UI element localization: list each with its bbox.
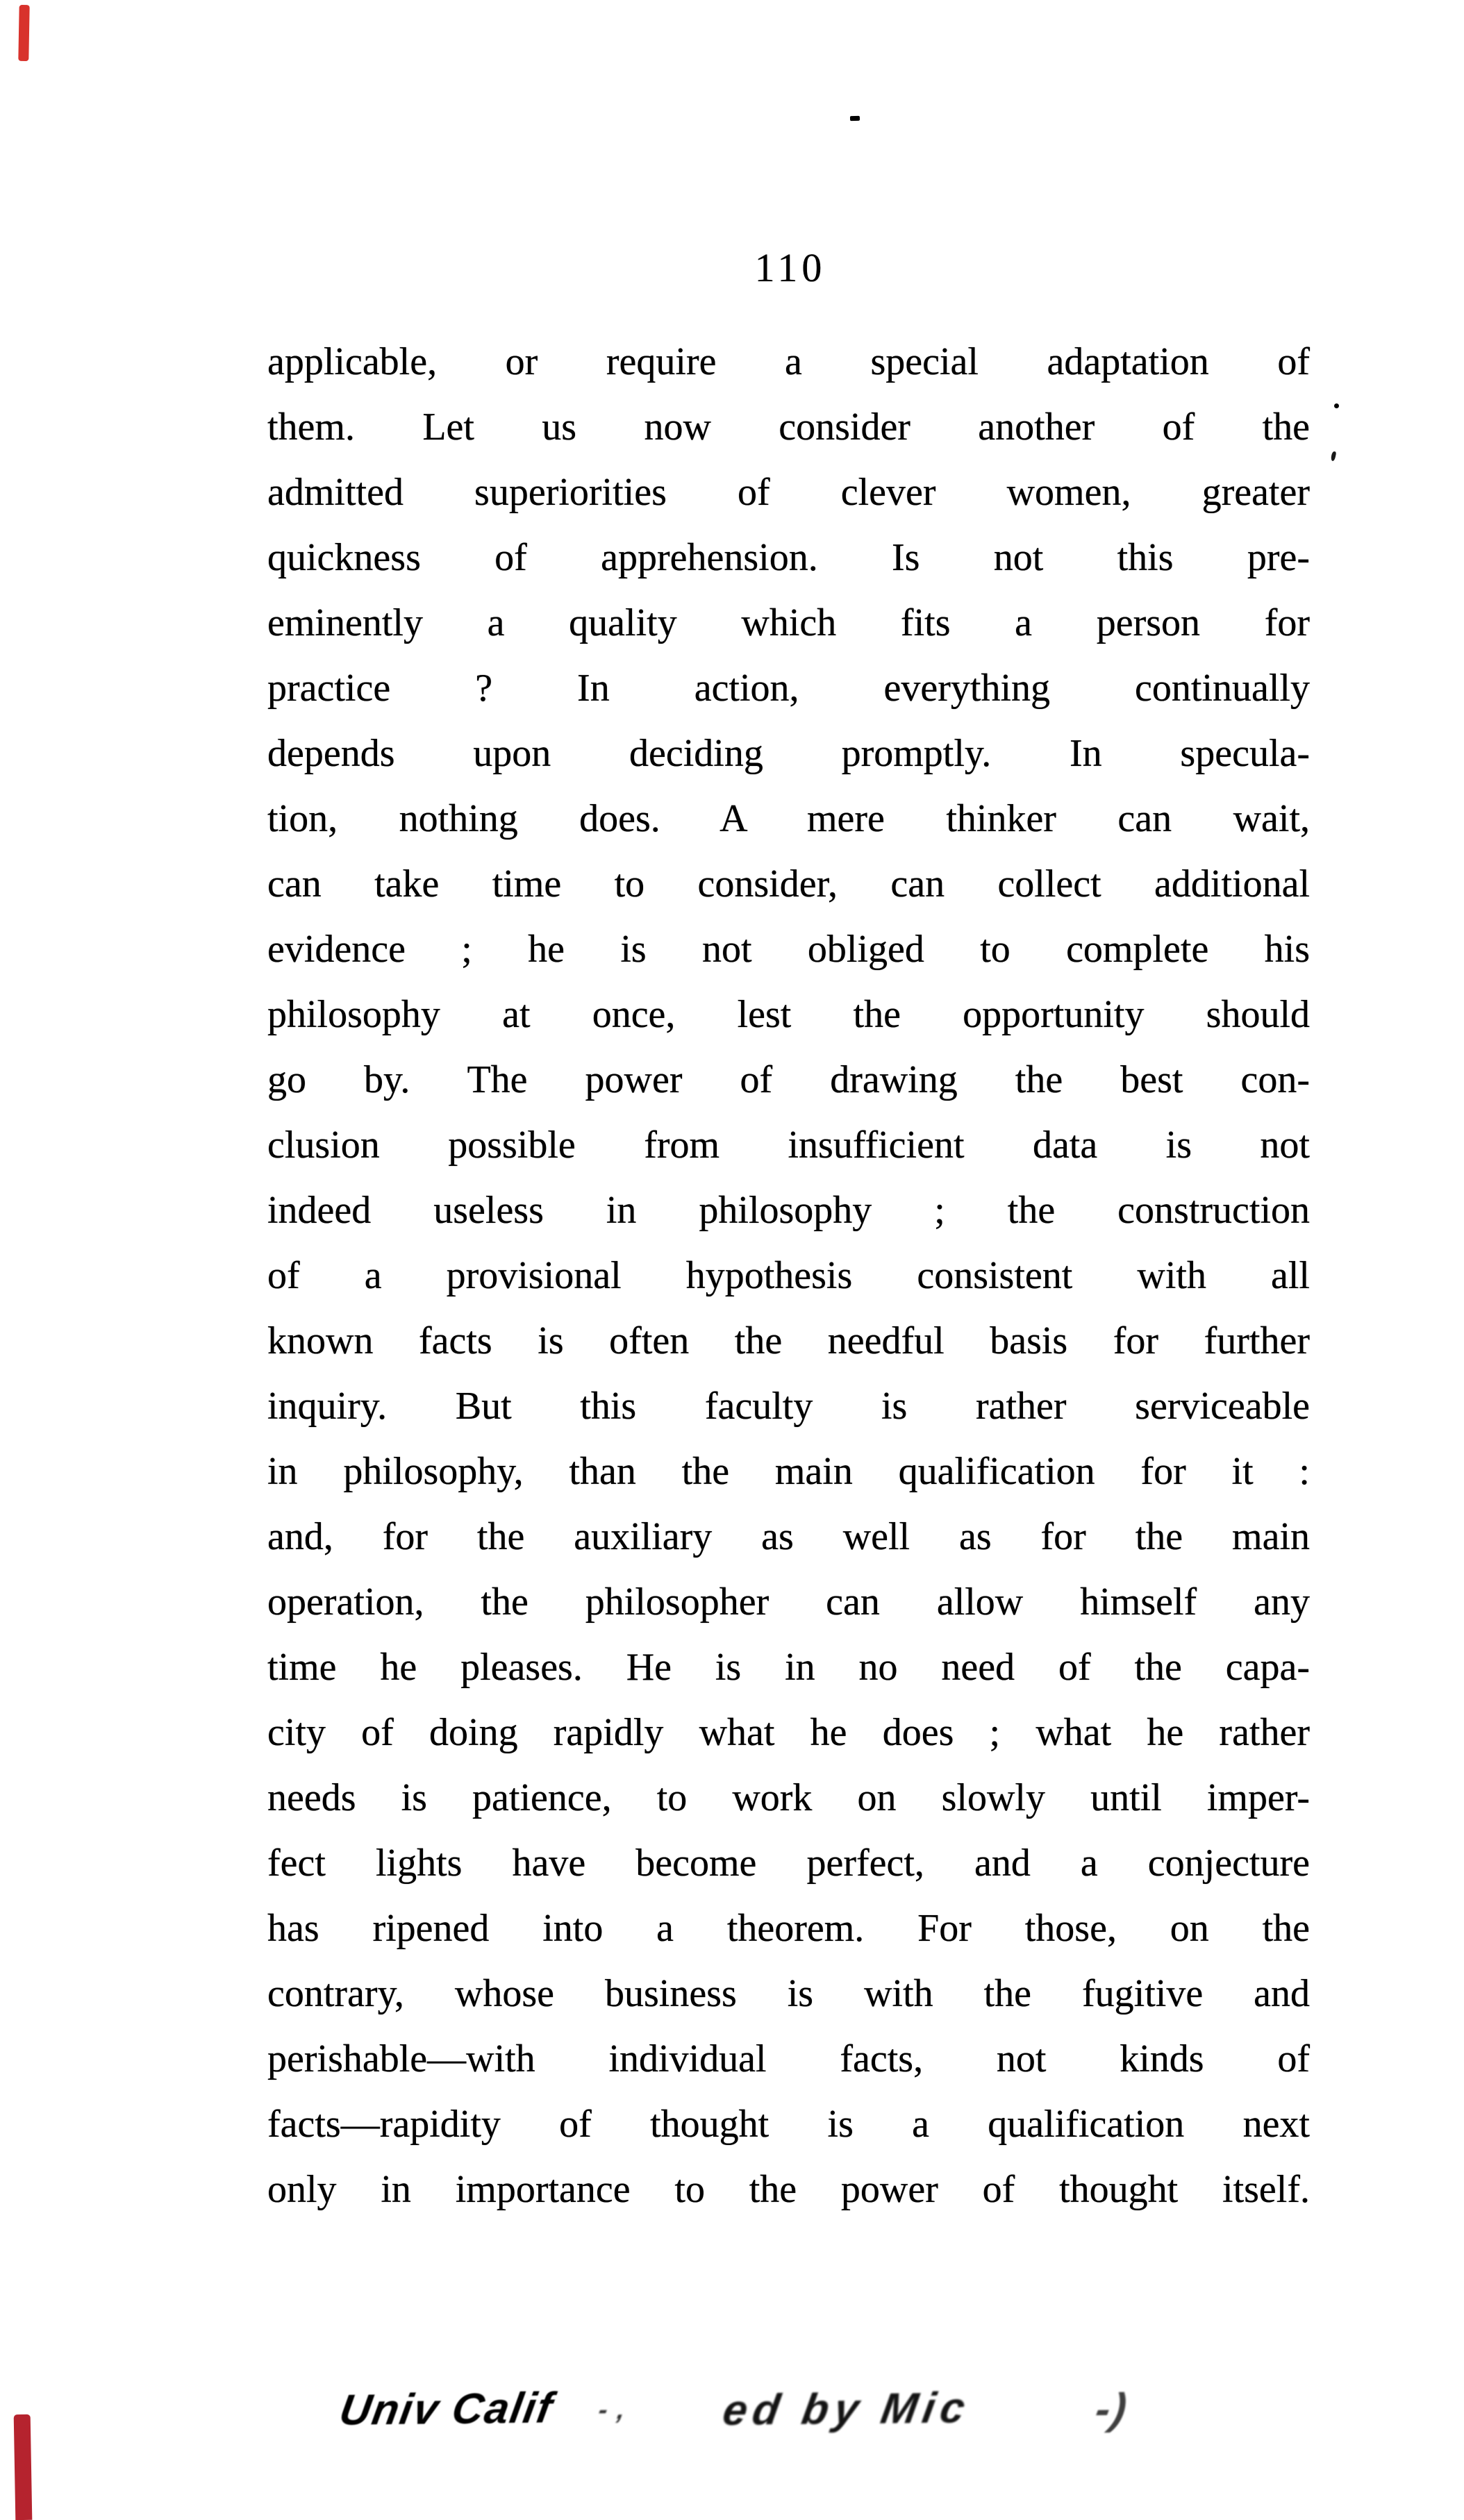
stamp-fragment-ed-by-mic: ed by Mic: [719, 2384, 974, 2435]
text-line: and, for the auxiliary as well as for the main: [267, 1515, 1310, 1558]
text-line: of a provisional hypothesis consistent with all: [267, 1254, 1310, 1297]
ink-speck-dash: [850, 116, 860, 121]
red-edge-mark-bottom: [14, 2414, 33, 2520]
text-line: can take time to consider, can collect additional: [267, 862, 1310, 906]
text-line: tion, nothing does. A mere thinker can wait,: [267, 797, 1310, 840]
ink-speck-dot: [1334, 403, 1339, 408]
text-line: inquiry. But this faculty is rather serviceable: [267, 1385, 1310, 1428]
digitization-stamp: [336, 2380, 1174, 2439]
red-edge-mark-top: [18, 5, 29, 61]
text-line: facts—rapidity of thought is a qualification next: [267, 2103, 1310, 2146]
text-line: fect lights have become perfect, and a conjecture: [267, 1842, 1310, 1885]
ink-speck-comma: [1331, 451, 1337, 462]
text-line: eminently a quality which fits a person for: [267, 601, 1310, 644]
text-line: depends upon deciding promptly. In specula-: [267, 732, 1310, 775]
text-line: operation, the philosopher can allow himself any: [267, 1580, 1310, 1624]
text-line: applicable, or require a special adaptation of: [267, 340, 1310, 383]
text-line: go by. The power of drawing the best con-: [267, 1058, 1310, 1101]
stamp-fragment-dash: - ,: [596, 2395, 629, 2426]
text-line: only in importance to the power of thought itself.: [267, 2168, 1310, 2211]
text-line: needs is patience, to work on slowly until imper-: [267, 1776, 1310, 1819]
text-line: time he pleases. He is in no need of the capa-: [267, 1646, 1310, 1689]
stamp-fragment-paren: -): [1092, 2385, 1132, 2434]
text-line: has ripened into a theorem. For those, on the: [267, 1907, 1310, 1950]
page-number: 110: [754, 245, 826, 290]
text-line: them. Let us now consider another of the: [267, 406, 1310, 449]
text-line: city of doing rapidly what he does ; what he rather: [267, 1711, 1310, 1754]
text-line: known facts is often the needful basis for further: [267, 1319, 1310, 1362]
text-line: quickness of apprehension. Is not this pre-: [267, 536, 1310, 579]
text-line: indeed useless in philosophy ; the construction: [267, 1189, 1310, 1232]
text-line: perishable—with individual facts, not kinds of: [267, 2037, 1310, 2080]
stamp-fragment-univ-calif: Univ Calif: [336, 2384, 557, 2435]
text-line: philosophy at once, lest the opportunity should: [267, 993, 1310, 1036]
text-line: practice ? In action, everything continually: [267, 667, 1310, 710]
text-line: in philosophy, than the main qualification for it :: [267, 1450, 1310, 1493]
text-line: admitted superiorities of clever women, greater: [267, 471, 1310, 514]
text-line: evidence ; he is not obliged to complete his: [267, 928, 1310, 971]
body-text: [267, 329, 1310, 2222]
text-line: clusion possible from insufficient data is not: [267, 1124, 1310, 1167]
text-line: contrary, whose business is with the fugitive and: [267, 1972, 1310, 2015]
